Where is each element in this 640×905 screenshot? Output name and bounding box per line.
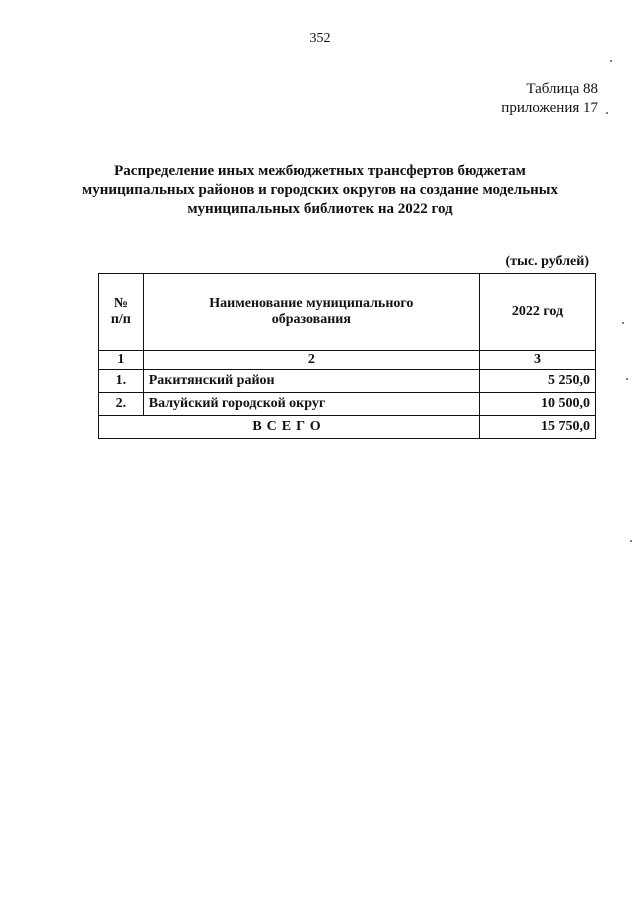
table-row: [99, 393, 596, 416]
header-number: [99, 274, 144, 351]
document-title-line-3: муниципальных библиотек на 2022 год: [187, 201, 453, 217]
row-number: 2.: [99, 393, 144, 416]
scan-speck: [622, 322, 624, 324]
table-reference-line-2: приложения 17: [501, 100, 598, 116]
scan-speck: [610, 60, 612, 62]
table-row: [99, 370, 596, 393]
table-reference: [501, 80, 598, 118]
document-title-line-1: Распределение иных межбюджетных трансфертов бюджетам: [114, 163, 526, 179]
column-index-row: [99, 351, 596, 370]
row-amount: 5 250,0: [479, 370, 595, 393]
column-index-cell: 2: [143, 351, 479, 370]
scan-speck: [606, 112, 608, 114]
column-index-cell: 3: [479, 351, 595, 370]
document-title-line-2: муниципальных районов и городских округов на создание модельных: [82, 182, 558, 198]
header-municipality: [143, 274, 479, 351]
header-number-line-2: п/п: [110, 312, 131, 327]
header-municipality-line-1: Наименование муниципального: [209, 296, 414, 311]
total-amount: 15 750,0: [479, 416, 595, 439]
row-amount: 10 500,0: [479, 393, 595, 416]
row-municipality: Ракитянский район: [143, 370, 479, 393]
scan-speck: [626, 378, 628, 380]
header-municipality-line-2: образования: [271, 312, 351, 327]
header-number-line-1: №: [113, 296, 128, 311]
scan-speck: [630, 540, 632, 542]
table-reference-line-1: Таблица 88: [526, 81, 598, 97]
units-label: (тыс. рублей): [505, 254, 589, 269]
header-year: 2022 год: [479, 274, 595, 351]
row-municipality: Валуйский городской округ: [143, 393, 479, 416]
total-label: ВСЕГО: [99, 416, 480, 439]
row-number: 1.: [99, 370, 144, 393]
document-title: [70, 162, 570, 219]
column-index-cell: 1: [99, 351, 144, 370]
page-number: 352: [309, 31, 331, 46]
allocation-table: [98, 273, 596, 439]
total-row: [99, 416, 596, 439]
table-header-row: [99, 274, 596, 351]
